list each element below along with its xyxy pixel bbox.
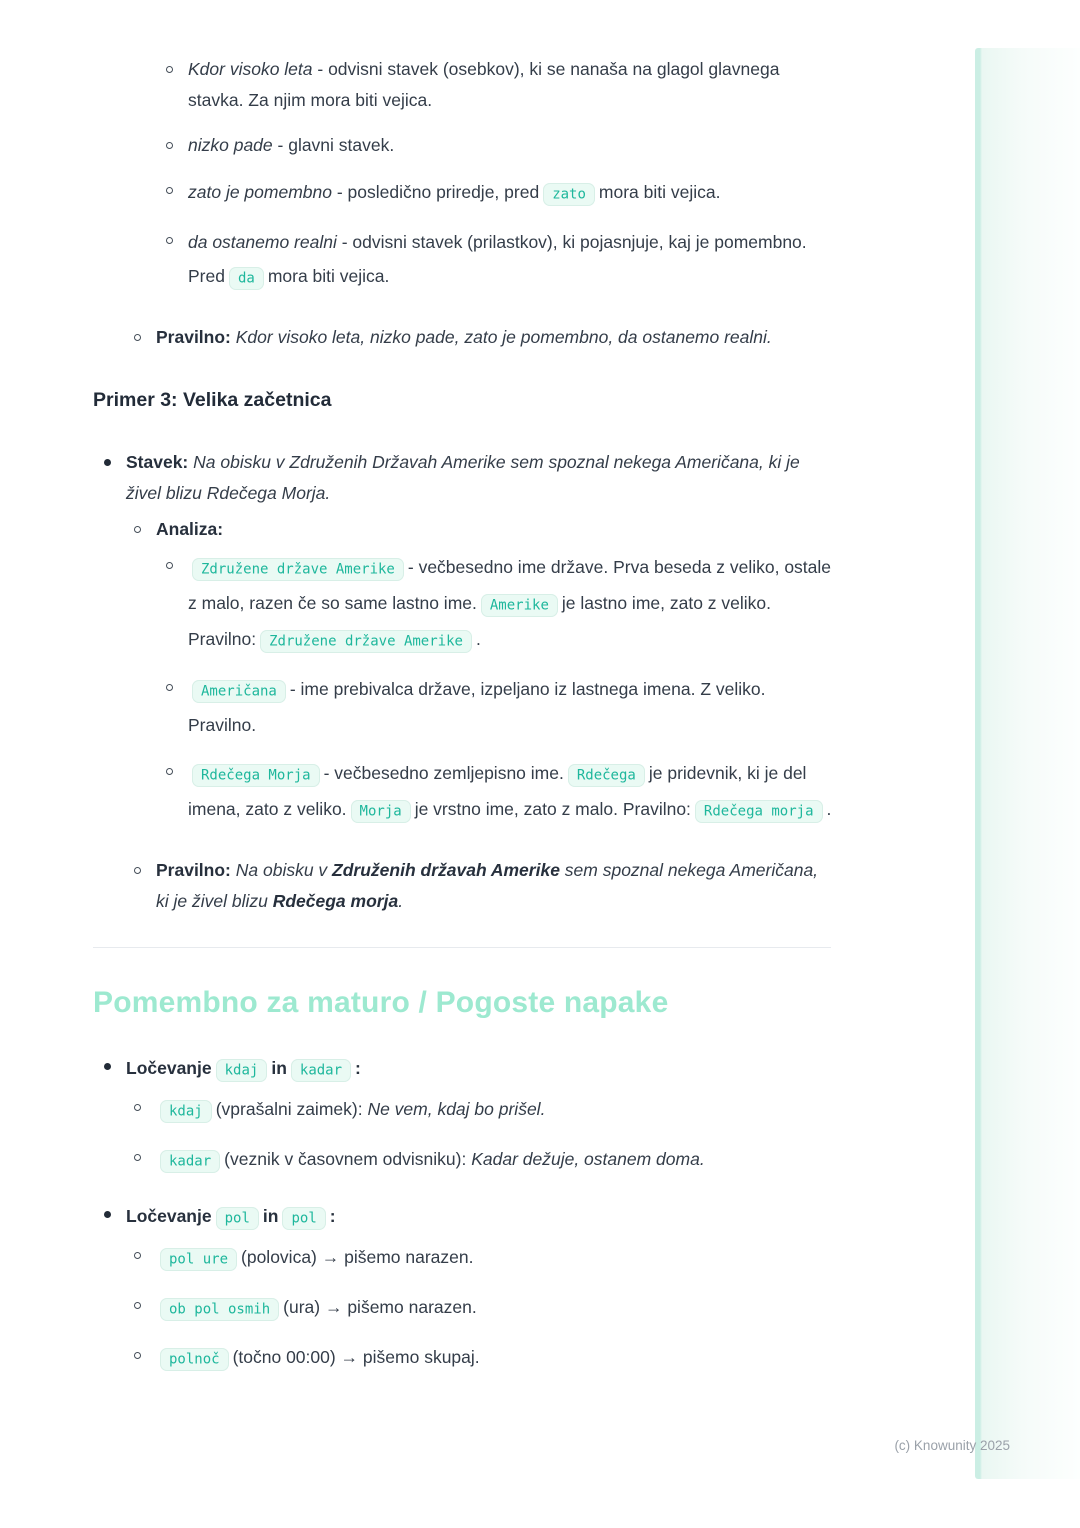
text-segment: (veznik v časovnem odvisniku): xyxy=(224,1149,472,1169)
list-item-text xyxy=(126,447,833,509)
text-segment: je pridevnik, ki je del imena, zato z veliko. xyxy=(188,763,807,819)
code-chip: kdaj xyxy=(216,1059,268,1082)
code-chip: Američana xyxy=(192,680,286,703)
text-segment: (točno 00:00) → pišemo skupaj. xyxy=(232,1347,480,1367)
text-segment: : xyxy=(329,1206,336,1226)
text-segment: Ločevanje xyxy=(126,1206,212,1226)
list-item xyxy=(93,130,833,161)
text-segment: . xyxy=(398,891,404,911)
list-item xyxy=(93,322,833,353)
code-chip: zato xyxy=(543,183,595,206)
text-segment: da ostanemo realni xyxy=(188,232,337,252)
code-chip: Morja xyxy=(351,800,411,823)
bullet-icon xyxy=(166,237,173,244)
list-item-text xyxy=(156,1240,833,1276)
text-segment: mora biti vejica. xyxy=(267,266,390,286)
text-segment: Pravilno: xyxy=(156,327,231,347)
text-segment: (ura) → pišemo narazen. xyxy=(283,1297,477,1317)
text-segment: in xyxy=(271,1058,287,1078)
text-segment: Analiza: xyxy=(156,519,224,539)
copyright-note: (c) Knowunity 2025 xyxy=(894,1438,1010,1453)
list-item xyxy=(93,225,833,295)
list-item-text xyxy=(188,225,833,295)
code-chip: Amerike xyxy=(481,594,558,617)
code-chip: pol xyxy=(282,1207,325,1230)
text-segment: Kadar dežuje, ostanem doma. xyxy=(471,1149,705,1169)
code-chip: polnoč xyxy=(160,1348,229,1371)
section-divider xyxy=(93,947,831,948)
code-chip: pol xyxy=(216,1207,259,1230)
bullet-icon xyxy=(166,66,173,73)
text-segment: mora biti vejica. xyxy=(598,182,721,202)
code-chip: kadar xyxy=(291,1059,351,1082)
text-segment: - večbesedno zemljepisno ime. xyxy=(323,763,564,783)
list-item xyxy=(93,756,833,828)
page-accent-stripe xyxy=(975,48,1080,1479)
list-item xyxy=(93,1142,833,1178)
list-item xyxy=(93,1240,833,1276)
bullet-icon xyxy=(166,562,173,569)
bullet-icon xyxy=(134,1104,141,1111)
list-item-text xyxy=(188,756,833,828)
text-segment: Združenih državah Amerike xyxy=(332,860,560,880)
text-segment: Na obisku v xyxy=(230,860,333,880)
bullet-icon xyxy=(166,768,173,775)
code-chip: ob pol osmih xyxy=(160,1298,279,1321)
list-item-text xyxy=(188,672,833,742)
code-chip: da xyxy=(229,267,264,290)
section-primer3 xyxy=(93,447,833,917)
bullet-icon xyxy=(166,187,173,194)
bullet-icon xyxy=(104,1211,111,1218)
text-segment: - glavni stavek. xyxy=(272,135,395,155)
text-segment: . xyxy=(475,629,481,649)
list-item-text xyxy=(188,175,833,211)
code-chip: Rdečega morja xyxy=(695,800,823,823)
list-item-text xyxy=(156,1092,833,1128)
list-item-text xyxy=(188,54,833,116)
text-segment: Kdor visoko leta, nizko pade, zato je pomembno, da ostanemo realni. xyxy=(230,327,772,347)
list-item xyxy=(93,1199,833,1235)
list-item-text xyxy=(156,514,833,545)
list-item xyxy=(93,1092,833,1128)
text-segment: sem spoznal nekega Američana, ki je živel blizu xyxy=(156,860,819,911)
list-item-text xyxy=(156,1340,833,1376)
code-chip: kadar xyxy=(160,1150,220,1173)
text-segment: Ločevanje xyxy=(126,1058,212,1078)
bullet-icon xyxy=(104,459,111,466)
bullet-icon xyxy=(134,1252,141,1259)
bullet-icon xyxy=(134,1352,141,1359)
code-chip: Rdečega Morja xyxy=(192,764,320,787)
list-item-text xyxy=(188,550,833,658)
list-item-text xyxy=(156,322,833,353)
text-segment: (vprašalni zaimek): xyxy=(215,1099,368,1119)
bullet-icon xyxy=(134,526,141,533)
bullet-icon xyxy=(134,334,141,341)
text-segment: Na obisku v Združenih Državah Amerike sem spoznal nekega Američana, ki je živel blizu Rdečega Morja. xyxy=(126,452,800,503)
text-segment: - odvisni stavek (prilastkov), ki pojasnjuje, kaj je pomembno. Pred xyxy=(188,232,807,286)
list-item-text xyxy=(126,1051,833,1087)
text-segment: Kdor visoko leta xyxy=(188,59,313,79)
bullet-icon xyxy=(104,1063,111,1070)
bullet-icon xyxy=(134,1154,141,1161)
list-item xyxy=(93,1340,833,1376)
code-chip: Združene države Amerike xyxy=(192,558,404,581)
text-segment: je lastno ime, zato z veliko. Pravilno: xyxy=(188,593,772,649)
text-segment: Ne vem, kdaj bo prišel. xyxy=(367,1099,546,1119)
list-item xyxy=(93,54,833,116)
matura-heading: Pomembno za maturo / Pogoste napake xyxy=(93,986,669,1019)
text-segment: in xyxy=(262,1206,279,1226)
text-segment: (polovica) → pišemo narazen. xyxy=(241,1247,474,1267)
list-item xyxy=(93,550,833,658)
text-segment: - ime prebivalca države, izpeljano iz lastnega imena. Z veliko. Pravilno. xyxy=(188,679,766,735)
text-segment: Stavek: xyxy=(126,452,189,472)
section-matura xyxy=(93,1051,833,1376)
text-segment: je vrstno ime, zato z malo. Pravilno: xyxy=(414,799,691,819)
code-chip: Rdečega xyxy=(568,764,645,787)
bullet-icon xyxy=(134,1302,141,1309)
bullet-icon xyxy=(134,867,141,874)
list-item xyxy=(93,855,833,917)
list-item xyxy=(93,447,833,509)
text-segment: zato je pomembno xyxy=(188,182,332,202)
list-item xyxy=(93,672,833,742)
list-item-text xyxy=(156,1142,833,1178)
text-segment: - posledično priredje, pred xyxy=(331,182,540,202)
text-segment: - večbesedno ime države. Prva beseda z veliko, ostale z malo, razen če so same lastno ime. xyxy=(188,557,832,613)
text-segment: nizko pade xyxy=(188,135,273,155)
list-item-text xyxy=(156,1290,833,1326)
bullet-icon xyxy=(166,142,173,149)
text-segment: . xyxy=(826,799,832,819)
text-segment: Pravilno: xyxy=(156,860,231,880)
bullet-icon xyxy=(166,684,173,691)
code-chip: Združene države Amerike xyxy=(260,630,472,653)
list-item-text xyxy=(126,1199,833,1235)
text-segment: : xyxy=(355,1058,361,1078)
list-item xyxy=(93,1051,833,1087)
text-segment: Rdečega morja xyxy=(272,891,399,911)
list-item xyxy=(93,175,833,211)
list-item xyxy=(93,1290,833,1326)
primer3-heading: Primer 3: Velika začetnica xyxy=(93,389,332,411)
code-chip: pol ure xyxy=(160,1248,237,1271)
text-segment: - odvisni stavek (osebkov), ki se nanaša na glagol glavnega stavka. Za njim mora biti vejica. xyxy=(188,59,780,110)
list-item-text xyxy=(156,855,833,917)
list-item xyxy=(93,514,833,545)
code-chip: kdaj xyxy=(160,1100,212,1123)
section-clause-analysis xyxy=(93,54,833,353)
list-item-text xyxy=(188,130,833,161)
